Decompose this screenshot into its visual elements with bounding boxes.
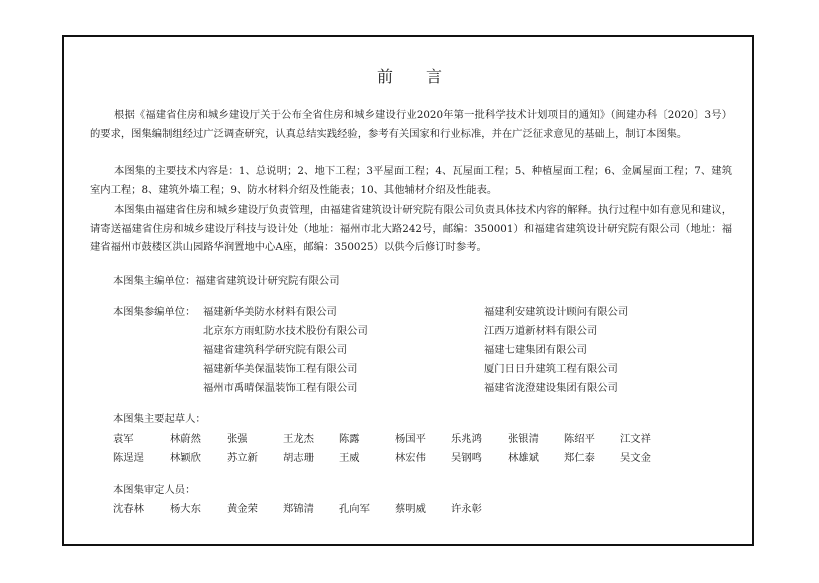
drafter-name: 林蔚然 <box>170 433 201 445</box>
participating-unit: 福建新华美保温装饰工程有限公司 <box>203 363 358 375</box>
participating-unit: 北京东方雨虹防水技术股份有限公司 <box>203 325 368 337</box>
page-title: 前 言 <box>376 67 457 86</box>
drafter-name: 张银清 <box>508 433 539 445</box>
drafter-name: 陈逞逞 <box>113 452 144 464</box>
drafter-name: 郑仁泰 <box>564 452 595 464</box>
drafter-name: 苏立新 <box>227 452 258 464</box>
participating-unit: 福州市禹晴保温装饰工程有限公司 <box>203 382 358 394</box>
drafter-name: 林雄斌 <box>508 452 539 464</box>
reviewer-name: 杨大东 <box>170 503 201 515</box>
participating-unit: 福建利安建筑设计顾问有限公司 <box>484 306 629 318</box>
drafter-name: 乐兆鸿 <box>451 433 482 445</box>
participating-unit: 福建七建集团有限公司 <box>484 344 587 356</box>
reviewer-name: 孔向军 <box>339 503 370 515</box>
participating-unit: 江西万道新材料有限公司 <box>484 325 598 337</box>
participating-unit: 福建省泷澄建设集团有限公司 <box>484 382 618 394</box>
drafter-name: 胡志珊 <box>283 452 314 464</box>
chief-unit-label: 本图集主编单位： <box>113 275 196 287</box>
reviewer-name: 郑锦清 <box>283 503 314 515</box>
drafter-name: 林颖欣 <box>170 452 201 464</box>
drafter-name: 王龙杰 <box>283 433 314 445</box>
drafter-name: 吴钢鸣 <box>451 452 482 464</box>
reviewer-name: 黄金荣 <box>227 503 258 515</box>
intro-paragraph-3: 本图集由福建省住房和城乡建设厅负责管理，由福建省建筑设计研究院有限公司负责具体技术内容的解释。执行过程中如有意见和建议，请寄送福建省住房和城乡建设厅科技与设计处（地址：福州市北大路242号，邮编：350001）和福建省建筑设计研究院有限公司（地址：福建省福州市鼓楼区洪山园路华润置地中心A座，邮编：350025）以供今后修订时参考。 <box>90 204 732 253</box>
participating-unit: 福建新华美防水材料有限公司 <box>203 306 337 318</box>
reviewer-name: 沈春林 <box>113 503 144 515</box>
drafter-name: 杨国平 <box>395 433 426 445</box>
drafter-name: 吴文金 <box>620 452 651 464</box>
reviewers-label: 本图集审定人员： <box>113 484 196 496</box>
drafters-label: 本图集主要起草人： <box>113 413 206 425</box>
chief-unit-value: 福建省建筑设计研究院有限公司 <box>195 275 340 287</box>
participating-label: 本图集参编单位： <box>113 306 196 318</box>
drafter-name: 袁军 <box>113 433 134 445</box>
intro-paragraph-1: 根据《福建省住房和城乡建设厅关于公布全省住房和城乡建设行业2020年第一批科学技术计划项目的通知》（闽建办科〔2020〕3号）的要求，图集编制组经过广泛调查研究，认真总结实践经验，参考有关国家和行业标准，并在广泛征求意见的基础上，制订本图集。 <box>90 109 732 140</box>
drafter-name: 陈绍平 <box>564 433 595 445</box>
drafter-name: 王威 <box>339 452 360 464</box>
intro-paragraph-2: 本图集的主要技术内容是：1、总说明；2、地下工程；3平屋面工程；4、瓦屋面工程；5、种植屋面工程；6、金属屋面工程；7、建筑室内工程；8、建筑外墙工程；9、防水材料介绍及性能表；10、其他辅材介绍及性能表。 <box>90 165 732 196</box>
reviewer-name: 许永彰 <box>451 503 482 515</box>
drafter-name: 江文祥 <box>620 433 651 445</box>
drafter-name: 张强 <box>227 433 248 445</box>
participating-unit: 厦门日日升建筑工程有限公司 <box>484 363 618 375</box>
drafter-name: 林宏伟 <box>395 452 426 464</box>
drafter-name: 陈露 <box>339 433 360 445</box>
participating-unit: 福建省建筑科学研究院有限公司 <box>203 344 348 356</box>
reviewer-name: 蔡明威 <box>395 503 426 515</box>
chief-unit-line <box>113 272 340 291</box>
